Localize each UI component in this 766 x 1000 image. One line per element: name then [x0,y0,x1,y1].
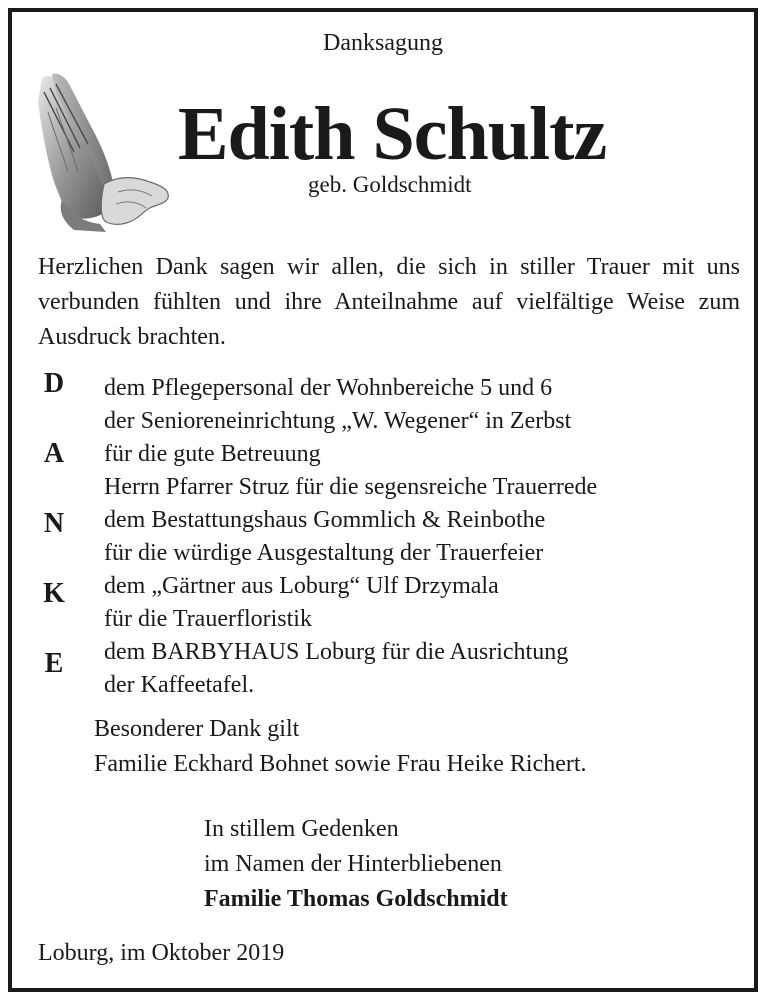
thanks-line: der Senioreneinrichtung „W. Wegener“ in Zerbst [104,408,572,434]
danke-letter-n: N [43,508,65,539]
thanks-line: für die Trauerfloristik [104,606,312,632]
thanks-line: der Kaffeetafel. [104,672,255,698]
notice-frame [8,8,758,992]
thanks-line: für die würdige Ausgestaltung der Trauerfeier [104,540,544,566]
danke-letter-a: A [43,438,65,469]
thanks-line: dem BARBYHAUS Loburg für die Ausrichtung [104,639,569,665]
special-thanks-line: Besonderer Dank gilt [94,716,300,742]
special-thanks-line: Familie Eckhard Bohnet sowie Frau Heike Richert. [94,751,587,777]
thanks-line: Herrn Pfarrer Struz für die segensreiche Trauerrede [104,474,598,500]
notice-heading: Danksagung [323,30,443,56]
maiden-name: geb. Goldschmidt [308,172,472,197]
danke-letter-d: D [43,368,65,399]
closing-line-1: In stillem Gedenken [204,816,399,842]
intro-text: Herzlichen Dank sagen wir allen, die sich in stiller Trauer mit uns verbunden fühlten und ihre Anteilnahme auf vielfältige Weise zum Ausdruck brachten. [38,254,740,350]
special-thanks [94,712,587,782]
thanks-list [104,372,597,702]
closing-block [204,812,508,917]
thanks-line: dem „Gärtner aus Loburg“ Ulf Drzymala [104,573,499,599]
thanks-line: für die gute Betreuung [104,441,321,467]
thanks-line: dem Bestattungshaus Gommlich & Reinbothe [104,507,546,533]
praying-hands-icon [34,72,172,234]
family-signature: Familie Thomas Goldschmidt [204,886,508,912]
danke-letter-k: K [43,578,65,609]
danke-letter-e: E [44,648,64,679]
closing-line-2: im Namen der Hinterbliebenen [204,851,502,877]
deceased-name: Edith Schultz [177,92,607,176]
thanks-line: dem Pflegepersonal der Wohnbereiche 5 und 6 [104,375,553,401]
place-date: Loburg, im Oktober 2019 [38,940,285,966]
